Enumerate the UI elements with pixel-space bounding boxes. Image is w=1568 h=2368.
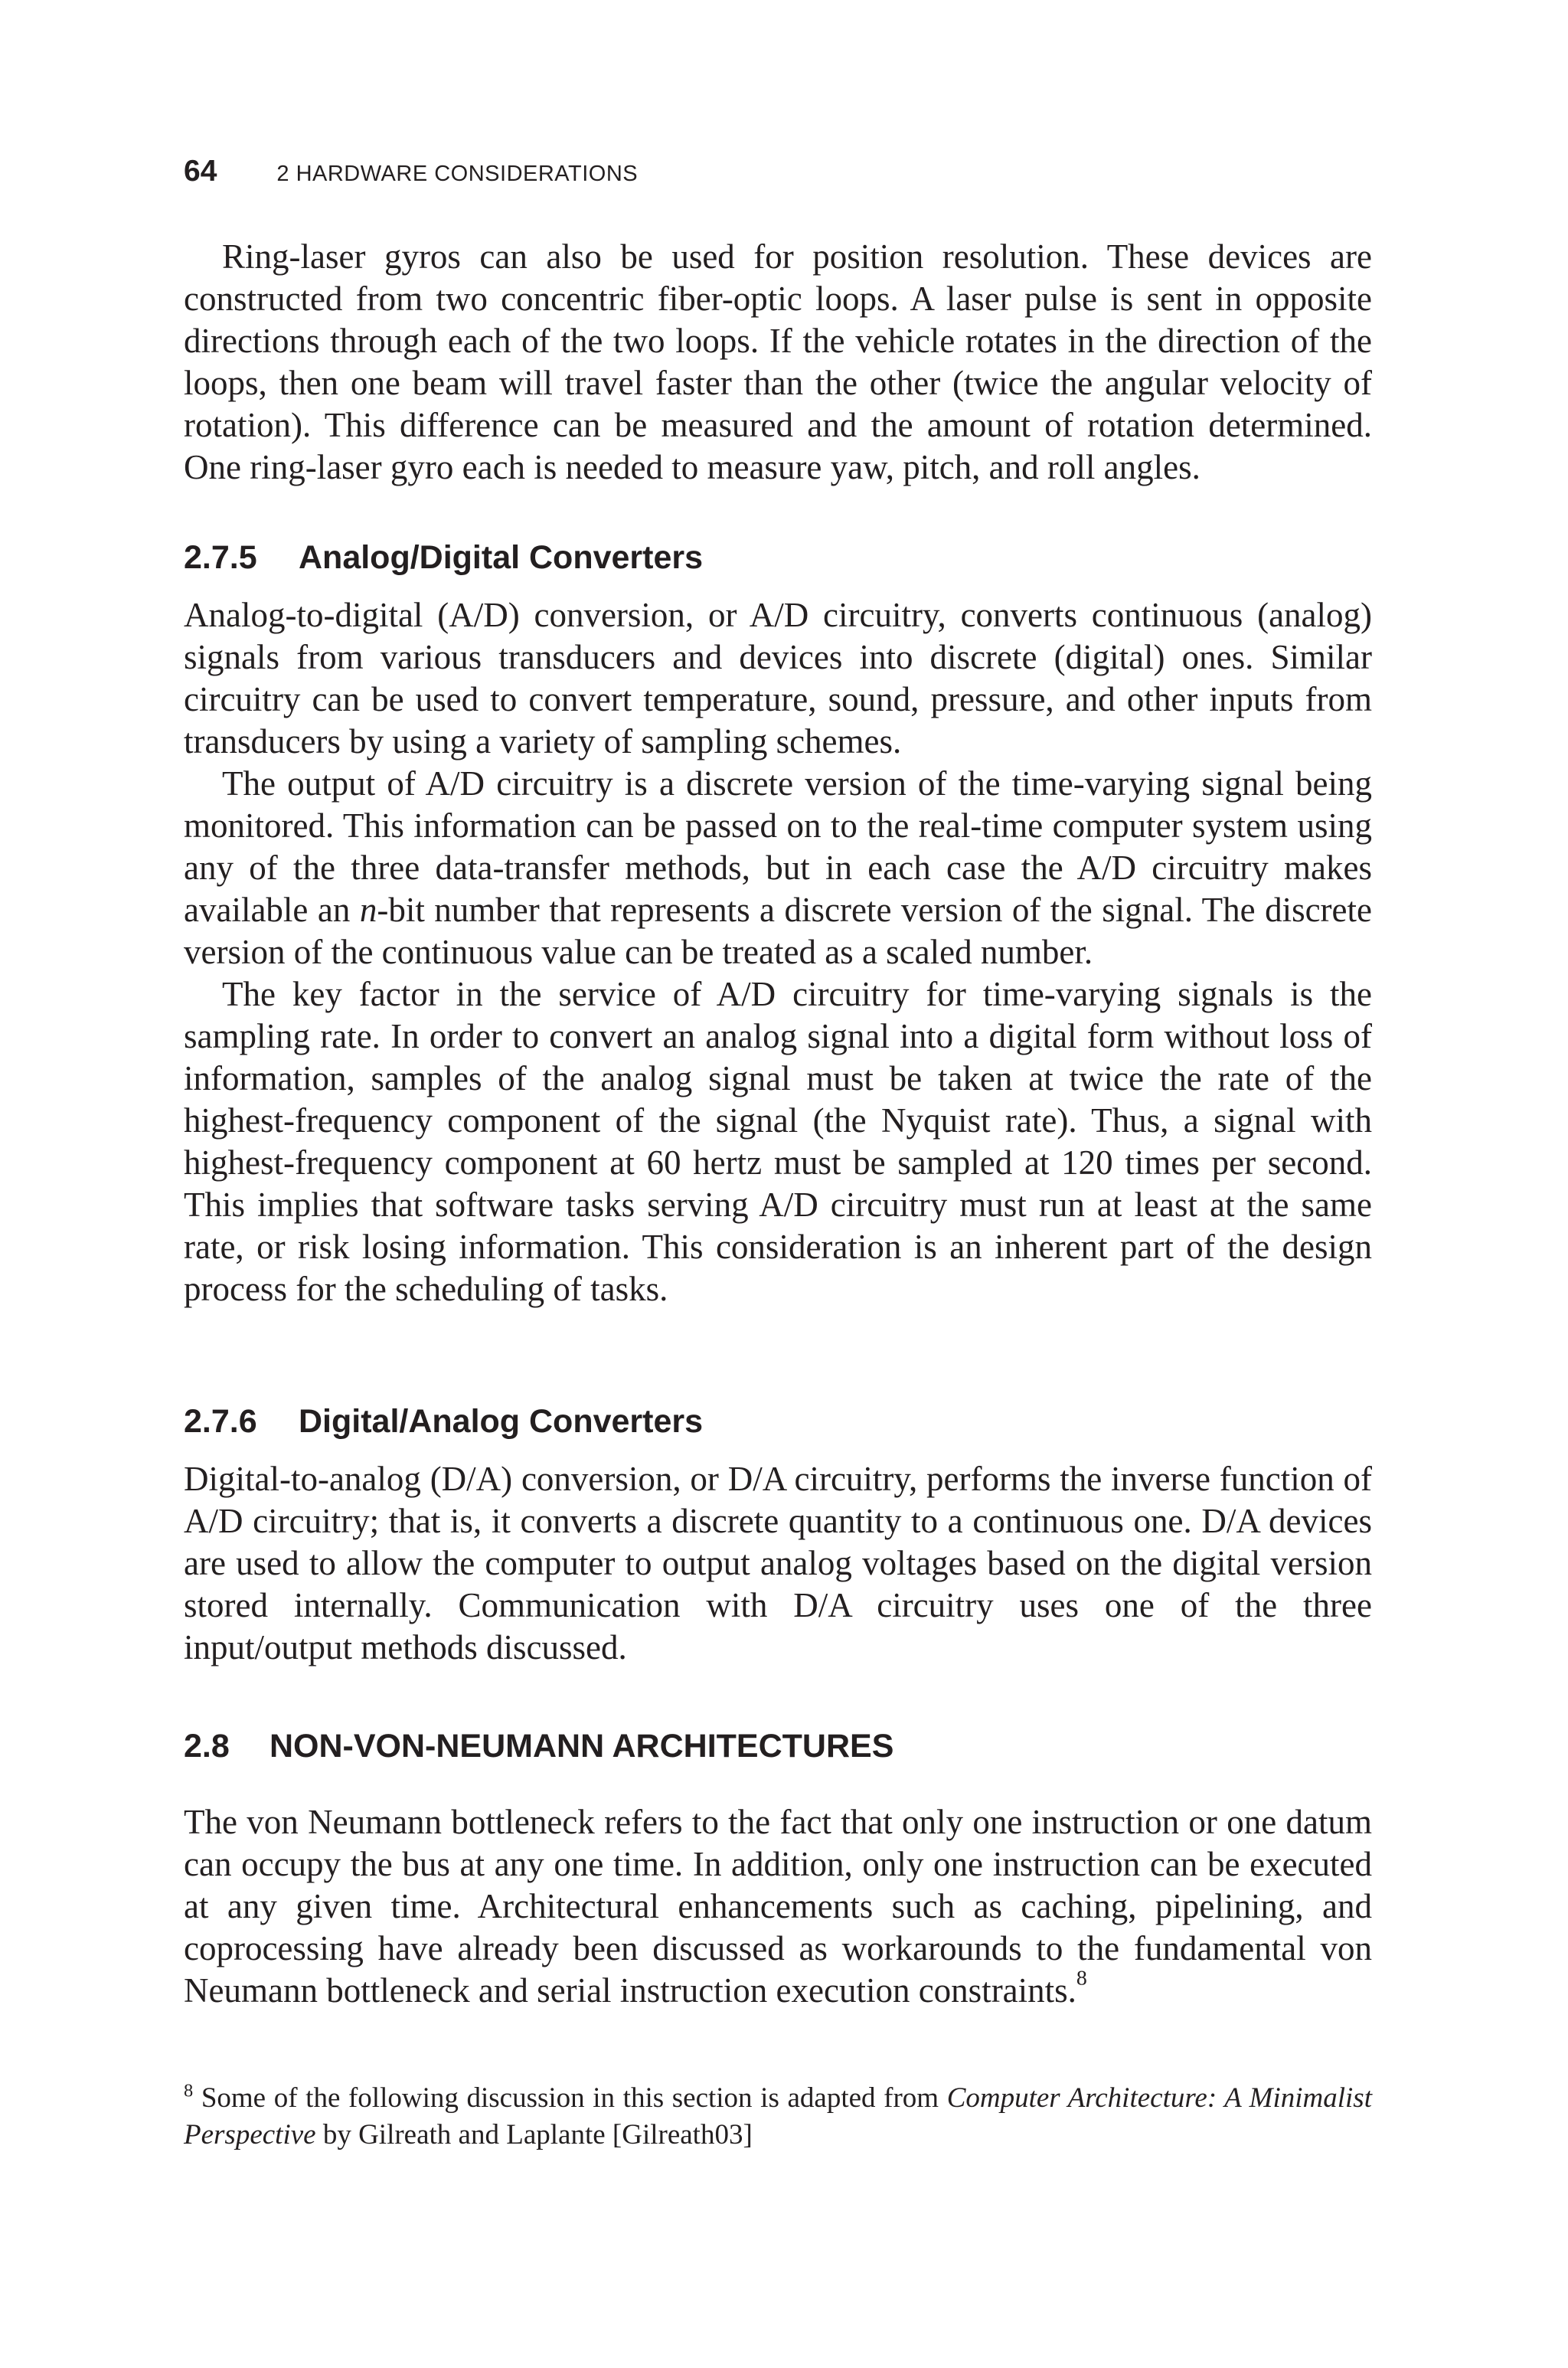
paragraph-sampling-rate: The key factor in the service of A/D circuitry for time-varying signals is the sampling rate. In order to convert an analog signal into a digital form without loss of information, samples of the analog signal must be taken at twice the rate of the highest-frequency component of the signal (the Nyquist rate). Thus, a signal with highest-frequency component at 60 hertz must be sampled at 120 times per second. This implies that software tasks serving A/D circuitry must run at least at the same rate, or risk losing information. This consideration is an inherent part of the design process for the scheduling of tasks. [184,975,1372,1308]
section-title: Digital/Analog Converters [299,1403,704,1440]
subsection-heading-2-7-5 [184,538,703,577]
section-heading-2-8 [184,1726,893,1766]
paragraph-ring-laser [184,236,1372,489]
subsection-heading-2-7-6 [184,1402,703,1441]
section-title: Analog/Digital Converters [299,539,704,576]
section-title: NON-VON-NEUMANN ARCHITECTURES [270,1728,894,1765]
paragraph-ad-output: The output of A/D circuitry is a discrete version of the time-varying signal being monitored. This information can be passed on to the real-time computer system using any of the three data-transfer methods, but in each case the A/D circuitry makes available an n-bit number that represents a discrete version of the signal. The discrete version of the continuous value can be treated as a scaled number. [184,764,1372,971]
chapter-running-title: 2 HARDWARE CONSIDERATIONS [276,162,639,186]
section-number: 2.8 [184,1728,230,1765]
paragraph-da-conversion: Digital-to-analog (D/A) conversion, or D/A circuitry, performs the inverse function of A/D circuitry; that is, it converts a discrete quantity to a continuous one. D/A devices are used to allow the computer to output analog voltages based on the digital version stored internally. Communication with D/A circuitry uses one of the three input/output methods discussed. [184,1460,1372,1666]
footnote [184,2080,1372,2154]
running-head [184,155,638,193]
footnote-reference: 8 [1076,1966,1087,1990]
section-2-8-body [184,1801,1372,2012]
paragraph-von-neumann: The von Neumann bottleneck refers to the fact that only one instruction or one datum can occupy the bus at any one time. In addition, only one instruction can be executed at any given time. Architectural enhancements such as caching, pipelining, and coprocessing have already been discussed as workarounds to the fundamental von Neumann bottleneck and serial instruction execution constraints.$^8$ [184,1803,1372,2010]
paragraph-text: Ring-laser gyros can also be used for position resolution. These devices are constructed from two concentric fiber-optic loops. A laser pulse is sent in opposite directions through each of the two loops. If the vehicle rotates in the direction of the loops, then one beam will travel faster than the other (twice the angular velocity of rotation). This difference can be measured and the amount of rotation determined. One ring-laser gyro each is needed to measure yaw, pitch, and roll angles. [184,237,1372,486]
page-number: 64 [184,155,217,188]
footnote-text: $^8$ Some of the following discussion in this section is adapted from Computer Architecture: A Minimalist Perspective by Gilreath and Laplante [Gilreath03] [184,2080,1372,2150]
variable-n: n [359,891,377,929]
book-title: Computer Architecture: A Minimalist Perspective [184,2082,1372,2150]
section-number: 2.7.5 [184,539,257,576]
section-2-7-5-body [184,594,1372,1310]
footnote-mark: 8 [184,2080,194,2101]
section-number: 2.7.6 [184,1403,257,1440]
paragraph-ad-intro: Analog-to-digital (A/D) conversion, or A/D circuitry, converts continuous (analog) signals from various transducers and devices into discrete (digital) ones. Similar circuitry can be used to convert temperature, sound, pressure, and other inputs from transducers by using a variety of sampling schemes. [184,596,1372,760]
section-2-7-6-body [184,1458,1372,1669]
